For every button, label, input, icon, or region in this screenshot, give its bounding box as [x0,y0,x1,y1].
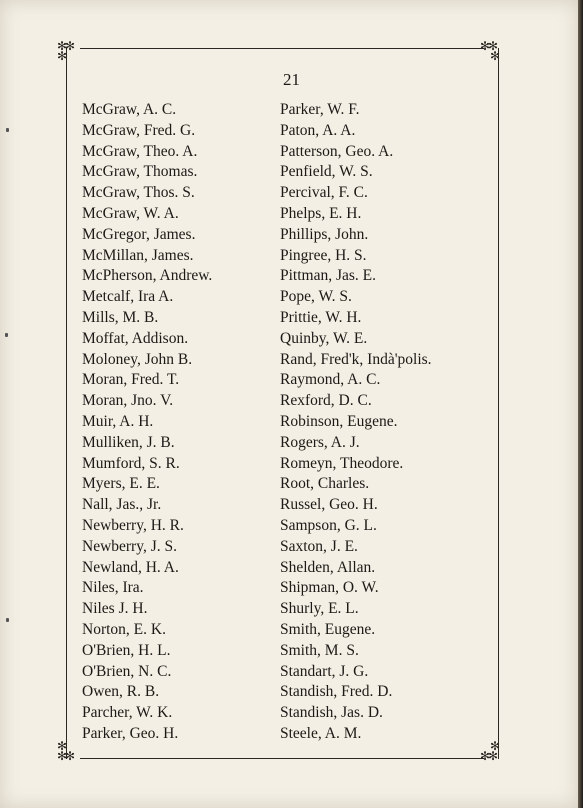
name-entry: O'Brien, H. L. [82,641,171,659]
margin-mark [5,333,8,337]
name-entry: Nall, Jas., Jr. [82,496,162,514]
name-entry: Patterson, Geo. A. [280,142,394,160]
margin-mark [6,618,9,622]
name-entry: Mills, M. B. [82,308,159,326]
name-entry: Shurly, E. L. [280,600,359,618]
name-entry: McPherson, Andrew. [82,267,213,285]
top-border-rule [80,48,484,49]
name-entry: Phillips, John. [280,225,369,243]
name-entry: Penfield, W. S. [280,163,373,181]
name-entry: Quinby, W. E. [280,329,368,347]
name-entry: Percival, F. C. [280,184,368,202]
corner-ornament-icon: ✻✻ ✻ [480,39,499,63]
name-entry: Standart, J. G. [280,662,369,680]
name-entry: McGraw, Theo. A. [82,142,198,160]
name-entry: Owen, R. B. [82,683,160,701]
name-entry: Rogers, A. J. [280,433,360,451]
name-entry: McGraw, Thomas. [82,163,198,181]
name-entry: Rexford, D. C. [280,392,372,410]
name-entry: Raymond, A. C. [280,371,381,389]
name-entry: Parcher, W. K. [82,704,173,722]
name-entry: Niles J. H. [82,600,148,618]
name-entry: Newland, H. A. [82,558,179,576]
name-entry: Pope, W. S. [280,288,352,306]
name-entry: Root, Charles. [280,475,370,493]
name-entry: Prittie, W. H. [280,308,362,326]
name-entry: Myers, E. E. [82,475,160,493]
book-edge [578,0,583,808]
name-entry: McGregor, James. [82,225,196,243]
name-entry: Moran, Fred. T. [82,371,180,389]
name-entry: Smith, M. S. [280,641,359,659]
corner-ornament-icon: ✻ ✻✻ [57,739,74,763]
name-entry: Parker, Geo. H. [82,724,179,742]
name-entry: Newberry, H. R. [82,516,184,534]
name-entry: Norton, E. K. [82,620,166,638]
name-entry: McGraw, A. C. [82,101,177,118]
name-entry: Smith, Eugene. [280,620,376,638]
name-entry: Muir, A. H. [82,412,154,430]
margin-mark [6,128,9,132]
name-entry: Phelps, E. H. [280,204,362,222]
name-entry: Standish, Jas. D. [280,704,383,722]
corner-ornament-icon: ✻ ✻✻ [480,739,499,763]
name-entry: Pingree, H. S. [280,246,367,264]
name-entry: Metcalf, Ira A. [82,288,174,306]
name-entry: Shelden, Allan. [280,558,376,576]
name-entry: Mumford, S. R. [82,454,180,472]
name-entry: Steele, A. M. [280,724,362,742]
name-entry: O'Brien, N. C. [82,662,172,680]
name-entry: Moffat, Addison. [82,329,189,347]
name-entry: Standish, Fred. D. [280,683,393,701]
name-entry: McGraw, W. A. [82,204,179,222]
left-name-column [82,100,212,745]
name-entry: McGraw, Fred. G. [82,121,196,139]
name-entry: McMillan, James. [82,246,194,264]
corner-ornament-icon: ✻✻ ✻ [57,39,74,63]
name-entry: Parker, W. F. [280,101,360,118]
name-entry: Rand, Fred'k, Indà'polis. [280,350,432,368]
name-entry: Saxton, J. E. [280,537,358,555]
name-entry: Paton, A. A. [280,121,356,139]
name-entry: Moran, Jno. V. [82,392,174,410]
bottom-border-rule [80,758,484,759]
name-entry: Robinson, Eugene. [280,412,398,430]
name-entry: Russel, Geo. H. [280,496,378,514]
right-name-column [280,100,432,745]
name-entry: McGraw, Thos. S. [82,184,195,202]
name-entry: Mulliken, J. B. [82,433,175,451]
page-number: 21 [283,70,300,89]
name-entry: Shipman, O. W. [280,579,379,597]
name-entry: Pittman, Jas. E. [280,267,377,285]
name-entry: Romeyn, Theodore. [280,454,404,472]
name-entry: Newberry, J. S. [82,537,177,555]
name-entry: Moloney, John B. [82,350,193,368]
name-entry: Sampson, G. L. [280,516,377,534]
name-entry: Niles, Ira. [82,579,144,597]
